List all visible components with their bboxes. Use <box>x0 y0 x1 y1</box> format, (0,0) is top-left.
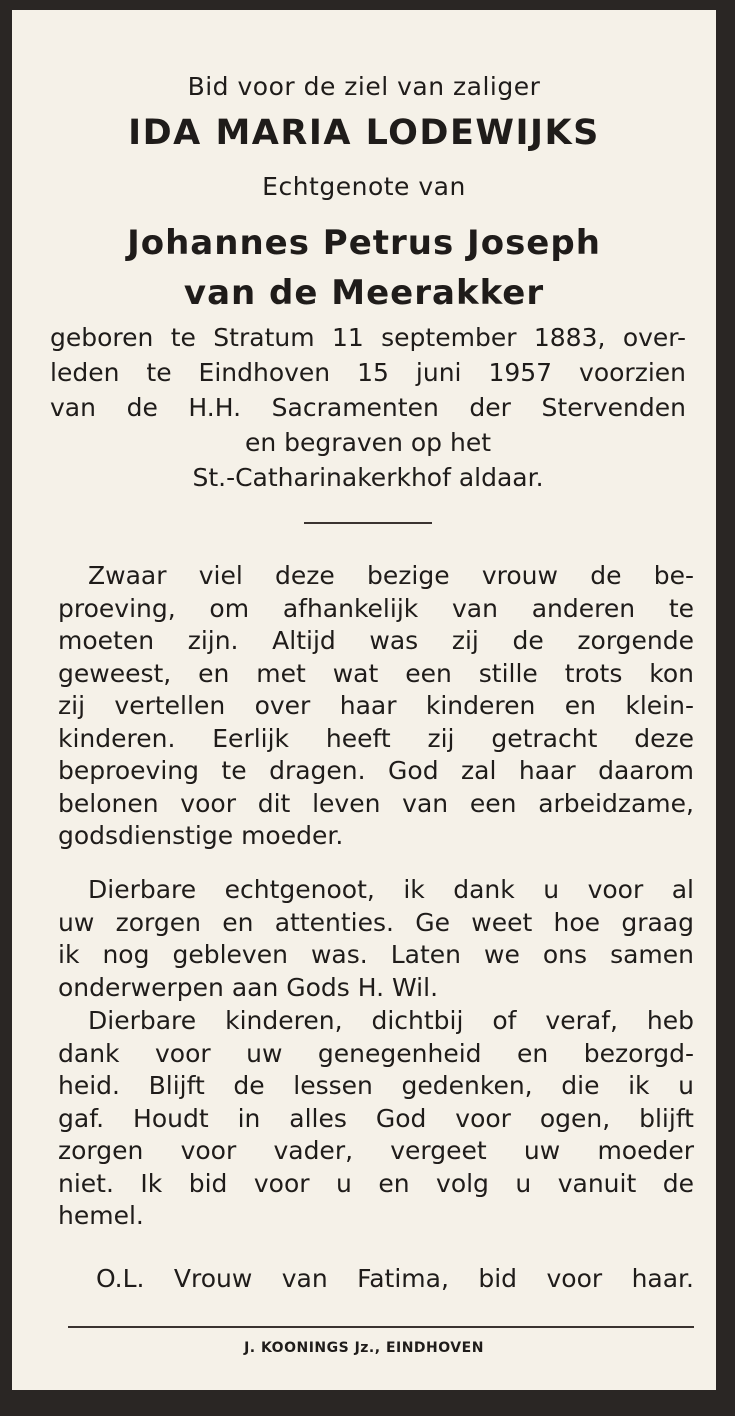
spouse-relation: Echtgenote van <box>262 172 466 201</box>
paragraph-line: uw zorgen en attenties. Ge weet hoe graag <box>58 907 694 937</box>
spouse-name-line-2: van de Meerakker <box>183 273 545 313</box>
paragraph-line: geweest, en met wat een stille trots kon <box>58 658 694 688</box>
paragraph-line: niet. Ik bid voor u en volg u vanuit de <box>58 1168 694 1198</box>
paragraph-line: hemel. <box>58 1201 144 1230</box>
printer-imprint: J. KOONINGS Jz., EINDHOVEN <box>244 1340 484 1356</box>
bio-line: leden te Eindhoven 15 juni 1957 voorzien <box>50 358 686 387</box>
paragraph-line: ik nog gebleven was. Laten we ons samen <box>58 940 694 969</box>
deceased-name: IDA MARIA LODEWIJKS <box>128 113 600 153</box>
paragraph-line: Dierbare kinderen, dichtbij of veraf, heb <box>88 1006 694 1035</box>
intro-line: Bid voor de ziel van zaliger <box>187 72 541 101</box>
paragraph-line: belonen voor dit leven van een arbeidzame, <box>58 788 694 818</box>
paragraph-line: zorgen voor vader, vergeet uw moeder <box>58 1136 694 1165</box>
paragraph-line: zij vertellen over haar kinderen en klein- <box>58 691 694 720</box>
paragraph-line: kinderen. Eerlijk heeft zij getracht deze <box>58 723 694 753</box>
footer-rule <box>68 1326 694 1328</box>
paragraph-line: proeving, om afhankelijk van anderen te <box>58 593 694 623</box>
bio-line: en begraven op het <box>245 428 491 457</box>
bio-line: St.-Catharinakerkhof aldaar. <box>192 463 544 492</box>
closing-prayer: O.L. Vrouw van Fatima, bid voor haar. <box>96 1264 694 1293</box>
paragraph-line: heid. Blijft de lessen gedenken, die ik u <box>58 1071 694 1100</box>
bio-line: geboren te Stratum 11 september 1883, over- <box>50 323 686 352</box>
spouse-name <box>12 218 716 318</box>
paragraph-line: moeten zijn. Altijd was zij de zorgende <box>58 626 694 655</box>
paragraph-line: dank voor uw genegenheid en bezorgd- <box>58 1038 694 1068</box>
paragraph-line: godsdienstige moeder. <box>58 821 344 850</box>
paragraph-line: beproeving te dragen. God zal haar daarom <box>58 756 694 785</box>
divider-rule <box>304 522 432 524</box>
bio-line: van de H.H. Sacramenten der Stervenden <box>50 393 686 422</box>
paragraph-line: gaf. Houdt in alles God voor ogen, blijft <box>58 1103 694 1133</box>
paragraph-children <box>58 1005 694 1233</box>
paragraph-spouse <box>58 874 694 1004</box>
biographical-details <box>50 320 686 495</box>
paragraph-line: Dierbare echtgenoot, ik dank u voor al <box>88 875 694 904</box>
paragraph-line: onderwerpen aan Gods H. Wil. <box>58 972 439 1002</box>
spouse-name-line-1: Johannes Petrus Joseph <box>127 223 601 263</box>
paragraph-trial <box>58 560 694 853</box>
memorial-card <box>12 10 716 1390</box>
paragraph-line: Zwaar viel deze bezige vrouw de be- <box>88 561 694 590</box>
